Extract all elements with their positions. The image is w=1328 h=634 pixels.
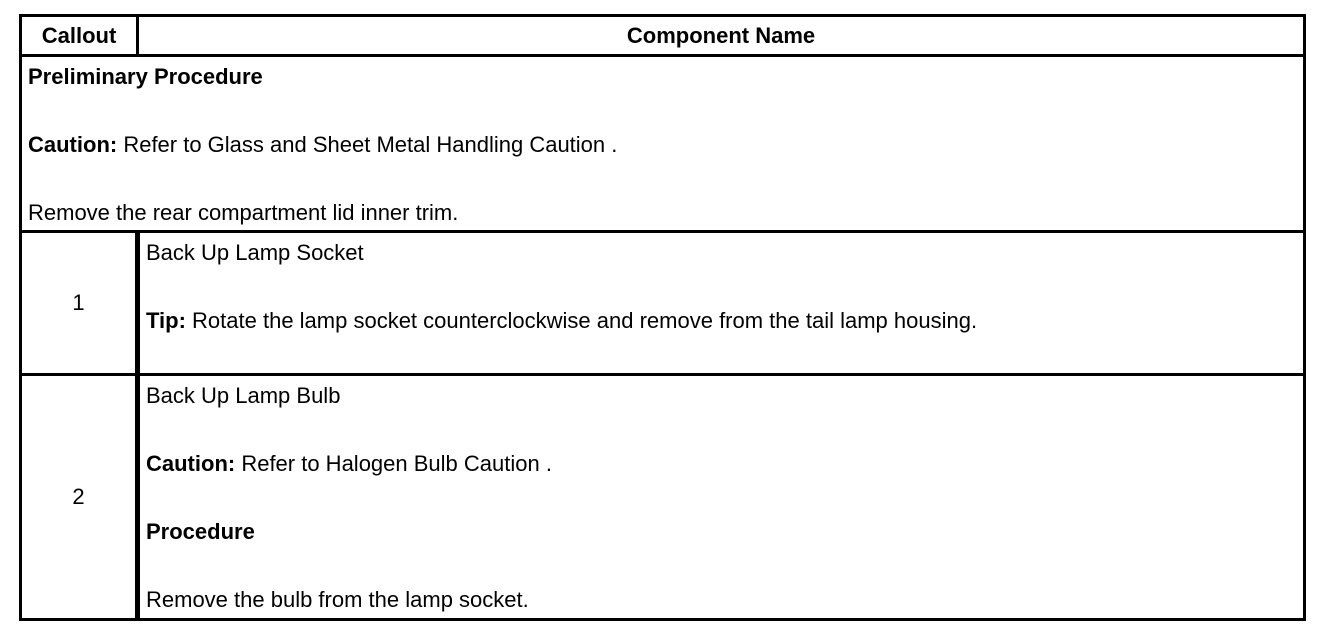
procedure-label: Procedure — [146, 518, 255, 544]
spacer — [146, 476, 1303, 520]
preliminary-row — [21, 56, 1305, 232]
component-cell — [138, 232, 1305, 374]
tip-line — [146, 309, 1303, 333]
spacer — [146, 544, 1303, 588]
callout-number: 2 — [72, 483, 85, 509]
preliminary-caution — [28, 133, 1303, 157]
component-name: Back Up Lamp Socket — [146, 240, 364, 266]
component-name-header: Component Name — [138, 16, 1305, 56]
spacer — [146, 408, 1303, 452]
component-cell — [138, 374, 1305, 619]
table-row — [21, 232, 1305, 374]
component-table — [19, 14, 1306, 621]
caution-label: Caution: — [146, 450, 236, 476]
caution-label: Caution: — [28, 132, 118, 158]
callout-header: Callout — [21, 16, 138, 56]
preliminary-instruction: Remove the rear compartment lid inner trim. — [28, 200, 459, 226]
callout-cell — [21, 232, 138, 374]
spacer — [28, 157, 1303, 201]
tip-text: Rotate the lamp socket counterclockwise and remove from the tail lamp housing. — [185, 308, 978, 334]
component-name: Back Up Lamp Bulb — [146, 382, 341, 408]
caution-text: Refer to Glass and Sheet Metal Handling Caution . — [117, 132, 618, 158]
caution-text: Refer to Halogen Bulb Caution . — [235, 450, 552, 476]
callout-cell — [21, 374, 138, 619]
preliminary-title: Preliminary Procedure — [28, 64, 263, 90]
caution-line — [146, 452, 1303, 476]
procedure-text: Remove the bulb from the lamp socket. — [146, 586, 529, 612]
callout-number: 1 — [72, 289, 85, 315]
table-row — [21, 374, 1305, 619]
table-header-row — [21, 16, 1305, 56]
preliminary-cell — [21, 56, 1305, 232]
spacer — [28, 89, 1303, 133]
spacer — [146, 265, 1303, 309]
tip-label: Tip: — [146, 308, 186, 334]
